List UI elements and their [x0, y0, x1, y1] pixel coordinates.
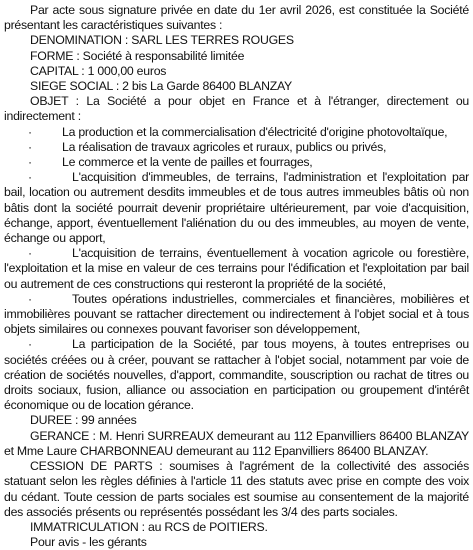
- objet-item: [4, 170, 469, 246]
- duree-line: DUREE : 99 années: [30, 413, 137, 428]
- bullet-icon: ·: [28, 291, 32, 306]
- bullet-icon: ·: [28, 124, 32, 139]
- objet-item-text: L'acquisition de terrains, éventuellement à vocation agricole ou forestière, l'exploitation et la mise en valeur de ces terrains pour l'édification et l'exploitation par bail ou autrement de ces constructions qui resteront la propriété de la société,: [4, 246, 469, 291]
- objet-item-text: Le commerce et la vente de pailles et fourrages,: [62, 155, 313, 170]
- bullet-icon: ·: [28, 139, 32, 154]
- objet-item-text: La participation de la Société, par tous moyens, à toutes entreprises ou sociétés créées ou à créer, pouvant se rattacher à l'objet social, notamment par voie de création de sociétés nouvelles, d'apport, commandite, souscription ou rachat de titres ou droits sociaux, fusion, alliance ou association en participation ou groupement d'intérêt économique ou de location gérance.: [4, 337, 469, 413]
- signature-line: Pour avis - les gérants: [30, 535, 147, 550]
- bullet-icon: ·: [28, 170, 32, 185]
- objet-item: [4, 140, 469, 155]
- forme-line: FORME : Société à responsabilité limitée: [30, 48, 245, 63]
- objet-item: [4, 292, 469, 338]
- objet-item: [4, 337, 469, 413]
- gerance-paragraph: GERANCE : M. Henri SURREAUX demeurant au 112 Epanvilliers 86400 BLANZAY et Mme Laure CHARBONNEAU demeurant au 112 Epanvilliers 86400 BLANZAY.: [4, 428, 469, 458]
- capital-line: CAPITAL : 1 000,00 euros: [30, 63, 167, 78]
- objet-item-text: La production et la commercialisation d'électricité d'origine photovoltaïque,: [62, 124, 448, 139]
- objet-item-text: L'acquisition d'immeubles, de terrains, l'administration et l'exploitation par bail, location ou autrement desdits immeubles et de tous autres immeubles bâtis où non bâtis dont la société pourrait devenir propriétaire ultérieurement, par voie d'acquisition, échange, apport, éventuellement l'aliénation du ou des immeubles, au moyen de vente, échange ou apport,: [4, 170, 469, 246]
- bullet-icon: ·: [28, 155, 32, 170]
- immatriculation-line: IMMATRICULATION : au RCS de POITIERS.: [30, 519, 268, 534]
- objet-intro: OBJET : La Société a pour objet en France et à l'étranger, directement ou indirectement :: [4, 94, 469, 124]
- objet-item: [4, 246, 469, 292]
- objet-item: [4, 125, 469, 140]
- intro-paragraph: Par acte sous signature privée en date du 1er avril 2026, est constituée la Société présentant les caractéristiques suivantes :: [4, 3, 469, 33]
- denomination-line: DENOMINATION : SARL LES TERRES ROUGES: [30, 33, 294, 48]
- objet-item-text: La réalisation de travaux agricoles et ruraux, publics ou privés,: [62, 139, 387, 154]
- siege-social-line: SIEGE SOCIAL : 2 bis La Garde 86400 BLANZAY: [30, 79, 292, 94]
- bullet-icon: ·: [28, 337, 32, 352]
- objet-item: [4, 155, 469, 170]
- cession-paragraph: CESSION DE PARTS : soumises à l'agrément de la collectivité des associés statuant selon les règles définies à l'article 11 des statuts avec prise en compte des voix du cédant. Toute cession de parts sociales est soumise au consentement de la majorité des associés présents ou représentés possédant les 3/4 des parts sociales.: [4, 459, 469, 519]
- bullet-icon: ·: [28, 246, 32, 261]
- objet-item-text: Toutes opérations industrielles, commerciales et financières, mobilières et immobilières pouvant se rattacher directement ou indirectement à l'objet social et à tous objets similaires ou connexes pouvant favoriser son développement,: [4, 291, 469, 337]
